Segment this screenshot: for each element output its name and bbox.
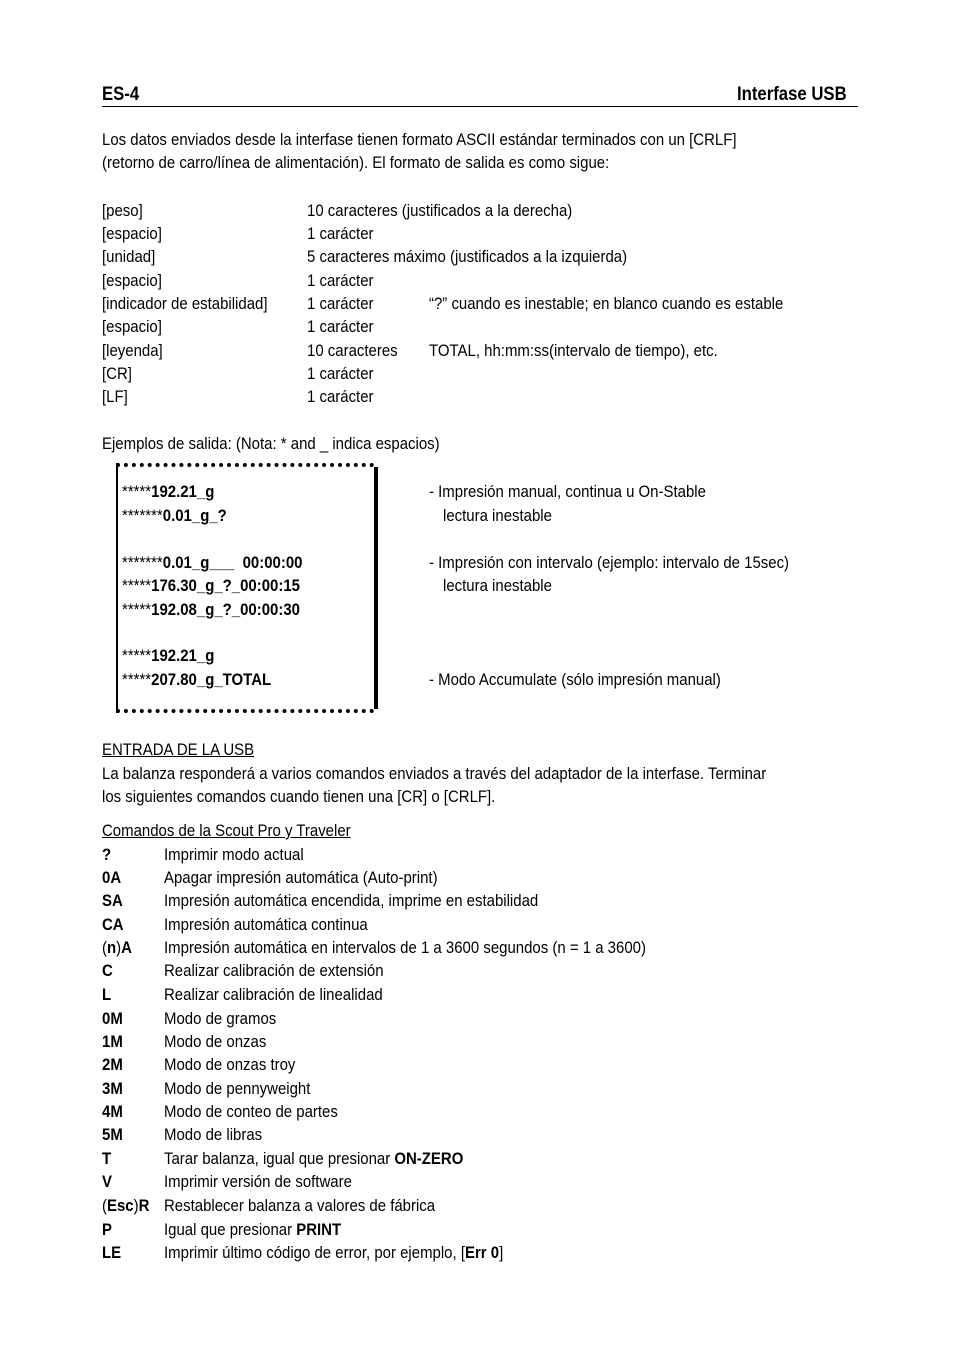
command-desc: Modo de libras bbox=[164, 1125, 263, 1144]
examples-title: Ejemplos de salida: (Nota: * and _ indica espacios) bbox=[102, 434, 440, 453]
format-size: 1 carácter bbox=[307, 317, 374, 336]
command-desc: Imprimir último código de error, por ejemplo, [Err 0] bbox=[164, 1243, 504, 1262]
example-note: lectura inestable bbox=[443, 506, 552, 525]
command-desc: Impresión automática continua bbox=[164, 915, 368, 934]
format-size: 1 carácter bbox=[307, 387, 374, 406]
command-code: ? bbox=[102, 845, 112, 864]
command-code: CA bbox=[102, 915, 124, 934]
example-line: *****192.21_g bbox=[122, 482, 215, 501]
command-desc: Impresión automática encendida, imprime en estabilidad bbox=[164, 891, 539, 910]
command-code: V bbox=[102, 1172, 112, 1191]
format-field: [LF] bbox=[102, 387, 128, 406]
command-code: (Esc)R bbox=[102, 1196, 150, 1215]
box-bottom-border bbox=[116, 709, 374, 713]
usb-input-line-1: La balanza responderá a varios comandos enviados a través del adaptador de la interfase. Terminar bbox=[102, 764, 767, 783]
command-code: L bbox=[102, 985, 112, 1004]
command-code: SA bbox=[102, 891, 123, 910]
example-note: - Impresión manual, continua u On-Stable bbox=[429, 482, 706, 501]
format-size: 1 carácter bbox=[307, 271, 374, 290]
command-desc: Realizar calibración de extensión bbox=[164, 961, 384, 980]
format-size: 5 caracteres máximo (justificados a la izquierda) bbox=[307, 247, 628, 266]
command-code: 2M bbox=[102, 1055, 123, 1074]
command-desc: Modo de pennyweight bbox=[164, 1079, 311, 1098]
format-field: [espacio] bbox=[102, 224, 162, 243]
format-note: “?” cuando es inestable; en blanco cuando es estable bbox=[429, 294, 784, 313]
command-desc: Impresión automática en intervalos de 1 a 3600 segundos (n = 1 a 3600) bbox=[164, 938, 646, 957]
command-desc: Apagar impresión automática (Auto-print) bbox=[164, 868, 438, 887]
example-note: - Impresión con intervalo (ejemplo: intervalo de 15sec) bbox=[429, 553, 790, 572]
command-desc: Modo de gramos bbox=[164, 1009, 277, 1028]
command-code: 0A bbox=[102, 868, 122, 887]
format-size: 1 carácter bbox=[307, 294, 374, 313]
commands-title: Comandos de la Scout Pro y Traveler bbox=[102, 821, 351, 840]
page-number: ES-4 bbox=[102, 84, 140, 105]
command-code: 4M bbox=[102, 1102, 123, 1121]
format-field: [peso] bbox=[102, 201, 143, 220]
format-size: 1 carácter bbox=[307, 364, 374, 383]
example-line: *****176.30_g_?_00:00:15 bbox=[122, 576, 301, 595]
command-code: T bbox=[102, 1149, 112, 1168]
box-top-border bbox=[116, 463, 374, 467]
example-line: *******0.01_g_? bbox=[122, 506, 227, 525]
command-desc: Modo de onzas troy bbox=[164, 1055, 296, 1074]
command-code: C bbox=[102, 961, 113, 980]
usb-input-title: ENTRADA DE LA USB bbox=[102, 740, 255, 759]
format-note: TOTAL, hh:mm:ss(intervalo de tiempo), etc. bbox=[429, 341, 718, 360]
example-line: *******0.01_g___ 00:00:00 bbox=[122, 553, 303, 572]
command-desc: Modo de conteo de partes bbox=[164, 1102, 338, 1121]
usb-input-line-2: los siguientes comandos cuando tienen una [CR] o [CRLF]. bbox=[102, 787, 496, 806]
example-line: *****207.80_g_TOTAL bbox=[122, 670, 272, 689]
command-desc: Restablecer balanza a valores de fábrica bbox=[164, 1196, 436, 1215]
command-desc: Modo de onzas bbox=[164, 1032, 267, 1051]
example-note: - Modo Accumulate (sólo impresión manual) bbox=[429, 670, 721, 689]
intro-line-2: (retorno de carro/línea de alimentación). El formato de salida es como sigue: bbox=[102, 153, 610, 172]
example-line: *****192.21_g bbox=[122, 646, 215, 665]
header-rule bbox=[102, 106, 858, 107]
command-desc: Igual que presionar PRINT bbox=[164, 1220, 342, 1239]
format-field: [indicador de estabilidad] bbox=[102, 294, 268, 313]
format-field: [espacio] bbox=[102, 317, 162, 336]
command-desc: Imprimir modo actual bbox=[164, 845, 304, 864]
format-field: [espacio] bbox=[102, 271, 162, 290]
command-code: 1M bbox=[102, 1032, 123, 1051]
command-desc: Imprimir versión de software bbox=[164, 1172, 352, 1191]
command-desc: Tarar balanza, igual que presionar ON-ZERO bbox=[164, 1149, 464, 1168]
format-field: [leyenda] bbox=[102, 341, 163, 360]
format-size: 1 carácter bbox=[307, 224, 374, 243]
command-code: 0M bbox=[102, 1009, 123, 1028]
box-left-border bbox=[116, 463, 118, 713]
box-right-border bbox=[374, 467, 378, 709]
example-note: lectura inestable bbox=[443, 576, 552, 595]
format-size: 10 caracteres (justificados a la derecha) bbox=[307, 201, 573, 220]
command-code: LE bbox=[102, 1243, 122, 1262]
command-code: (n)A bbox=[102, 938, 132, 957]
command-desc: Realizar calibración de linealidad bbox=[164, 985, 383, 1004]
command-code: P bbox=[102, 1220, 112, 1239]
example-line: *****192.08_g_?_00:00:30 bbox=[122, 600, 301, 619]
command-code: 5M bbox=[102, 1125, 123, 1144]
command-code: 3M bbox=[102, 1079, 123, 1098]
section-title: Interfase USB bbox=[737, 84, 847, 105]
intro-line-1: Los datos enviados desde la interfase tienen formato ASCII estándar terminados con un [CRLF] bbox=[102, 130, 737, 149]
format-size: 10 caracteres bbox=[307, 341, 398, 360]
format-field: [CR] bbox=[102, 364, 132, 383]
format-field: [unidad] bbox=[102, 247, 156, 266]
